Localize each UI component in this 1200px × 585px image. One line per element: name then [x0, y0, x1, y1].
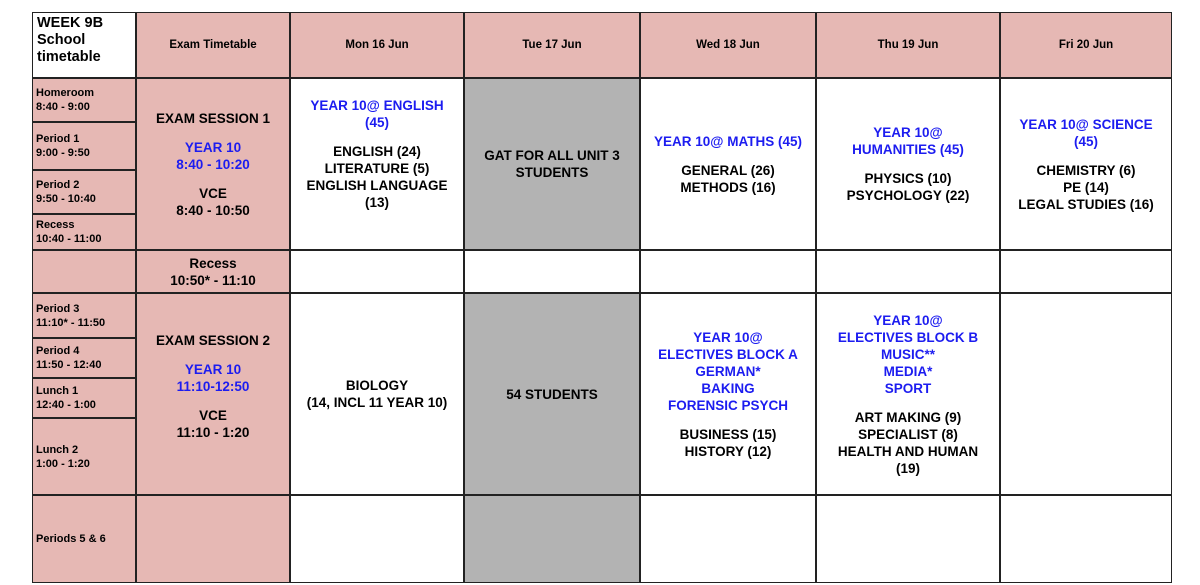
session-title: EXAM SESSION 1 [155, 110, 271, 126]
wed-session-1 [640, 78, 816, 250]
vce-subject: HISTORY (12) [684, 443, 772, 459]
slot-lunch-1 [32, 378, 136, 418]
slot-label: Period 4 [36, 345, 80, 357]
year10-count: (45) [1073, 133, 1098, 149]
header-fri: Fri 20 Jun [1000, 12, 1172, 78]
slot-time: 9:50 - 10:40 [36, 193, 96, 205]
exam-session-2 [136, 293, 290, 495]
vce-subject: SPECIALIST (8) [858, 426, 958, 442]
title-line: timetable [37, 49, 101, 65]
year10-label: YEAR 10 [184, 362, 242, 377]
recess-slot-blank [32, 250, 136, 293]
header-exam-timetable: Exam Timetable [136, 12, 290, 78]
slot-time: 11:50 - 12:40 [36, 359, 102, 371]
slot-time: 10:40 - 11:00 [36, 233, 102, 245]
vce-subject: (19) [895, 460, 920, 476]
slot-period-2 [32, 170, 136, 214]
tue-session-1 [464, 78, 640, 250]
vce-subject: PHYSICS (10) [864, 171, 952, 186]
year10-subject: YEAR 10@ ENGLISH [310, 98, 444, 113]
vce-subject: PE (14) [1063, 179, 1109, 195]
vce-subject: LITERATURE (5) [324, 161, 430, 176]
gat-notice: STUDENTS [515, 165, 589, 180]
year10-subject: ELECTIVES BLOCK A [658, 346, 798, 362]
slot-period-4 [32, 338, 136, 378]
year10-label: YEAR 10 [184, 139, 242, 155]
thu-session-1 [816, 78, 1000, 250]
year10-count: (45) [364, 115, 389, 130]
vce-subject: LEGAL STUDIES (16) [1018, 196, 1154, 212]
vce-subject: BUSINESS (15) [679, 426, 777, 442]
vce-subject: (14, INCL 11 YEAR 10) [306, 395, 448, 410]
slot-label: Period 3 [36, 302, 80, 315]
tue-recess [464, 250, 640, 293]
header-thu: Thu 19 Jun [816, 12, 1000, 78]
thu-periods-5-6 [816, 495, 1000, 583]
year10-subject: SPORT [884, 380, 932, 396]
mon-session-1 [290, 78, 464, 250]
mon-periods-5-6 [290, 495, 464, 583]
vce-subject: GENERAL (26) [681, 162, 775, 178]
wed-recess [640, 250, 816, 293]
slot-label: Recess [36, 219, 75, 231]
slot-homeroom [32, 78, 136, 122]
slot-label: Period 1 [36, 133, 80, 145]
slot-label: Homeroom [36, 87, 95, 99]
fri-session-1 [1000, 78, 1172, 250]
year10-subject: MEDIA* [883, 363, 933, 379]
tue-periods-5-6 [464, 495, 640, 583]
mon-session-2 [290, 293, 464, 495]
student-count: 54 STUDENTS [506, 386, 598, 402]
slot-time: 12:40 - 1:00 [36, 399, 96, 411]
year10-subject: YEAR 10@ SCIENCE [1019, 116, 1153, 132]
vce-label: VCE [199, 408, 227, 423]
year10-subject: MUSIC** [880, 346, 935, 362]
year10-subject: YEAR 10@ [873, 312, 943, 328]
wed-session-2 [640, 293, 816, 495]
year10-subject: BAKING [701, 380, 755, 396]
vce-subject: ENGLISH (24) [333, 144, 421, 159]
gat-notice: GAT FOR ALL UNIT 3 [484, 148, 620, 163]
recess-label: Recess [189, 255, 237, 271]
slot-period-1 [32, 122, 136, 170]
fri-recess [1000, 250, 1172, 293]
thu-session-2 [816, 293, 1000, 495]
year10-subject: GERMAN* [695, 363, 761, 379]
slot-time: 9:00 - 9:50 [36, 147, 90, 159]
year10-subject: FORENSIC PSYCH [667, 397, 789, 413]
vce-subject: (13) [364, 195, 389, 210]
year10-time: 8:40 - 10:20 [176, 156, 250, 172]
year10-subject: YEAR 10@ [693, 329, 763, 345]
slot-label: Period 2 [36, 179, 80, 191]
fri-periods-5-6 [1000, 495, 1172, 583]
year10-subject: HUMANITIES (45) [852, 142, 964, 157]
slot-time: 8:40 - 9:00 [36, 101, 90, 113]
slot-recess [32, 214, 136, 250]
wed-periods-5-6 [640, 495, 816, 583]
vce-subject: ART MAKING (9) [854, 409, 962, 425]
thu-recess [816, 250, 1000, 293]
recess-time: 10:50* - 11:10 [170, 272, 256, 288]
vce-subject: HEALTH AND HUMAN [837, 443, 979, 459]
vce-subject: METHODS (16) [680, 179, 776, 195]
slot-period-3 [32, 293, 136, 338]
exam-recess [136, 250, 290, 293]
slot-label: Lunch 2 [36, 443, 79, 456]
vce-label: VCE [199, 185, 227, 201]
header-mon: Mon 16 Jun [290, 12, 464, 78]
exam-session-1 [136, 78, 290, 250]
vce-time: 11:10 - 1:20 [176, 425, 250, 440]
vce-subject: ENGLISH LANGUAGE [306, 178, 448, 193]
slot-lunch-2 [32, 418, 136, 495]
vce-subject: PSYCHOLOGY (22) [846, 188, 970, 203]
slot-time: 1:00 - 1:20 [36, 457, 90, 470]
tue-session-2 [464, 293, 640, 495]
title-line: WEEK 9B [37, 15, 104, 31]
title-line: School [37, 32, 86, 48]
exam-periods-5-6 [136, 495, 290, 583]
slot-periods-5-6: Periods 5 & 6 [32, 495, 136, 583]
year10-time: 11:10-12:50 [176, 379, 250, 394]
vce-subject: CHEMISTRY (6) [1036, 162, 1136, 178]
vce-subject: BIOLOGY [345, 378, 409, 393]
slot-label: Lunch 1 [36, 385, 79, 397]
header-wed: Wed 18 Jun [640, 12, 816, 78]
session-title: EXAM SESSION 2 [155, 333, 271, 348]
year10-subject: YEAR 10@ MATHS (45) [654, 133, 802, 149]
timetable-title [32, 12, 136, 78]
year10-subject: YEAR 10@ [873, 125, 943, 140]
slot-time: 11:10* - 11:50 [36, 316, 106, 329]
header-tue: Tue 17 Jun [464, 12, 640, 78]
year10-subject: ELECTIVES BLOCK B [837, 329, 979, 345]
mon-recess [290, 250, 464, 293]
vce-time: 8:40 - 10:50 [176, 202, 250, 218]
fri-session-2 [1000, 293, 1172, 495]
